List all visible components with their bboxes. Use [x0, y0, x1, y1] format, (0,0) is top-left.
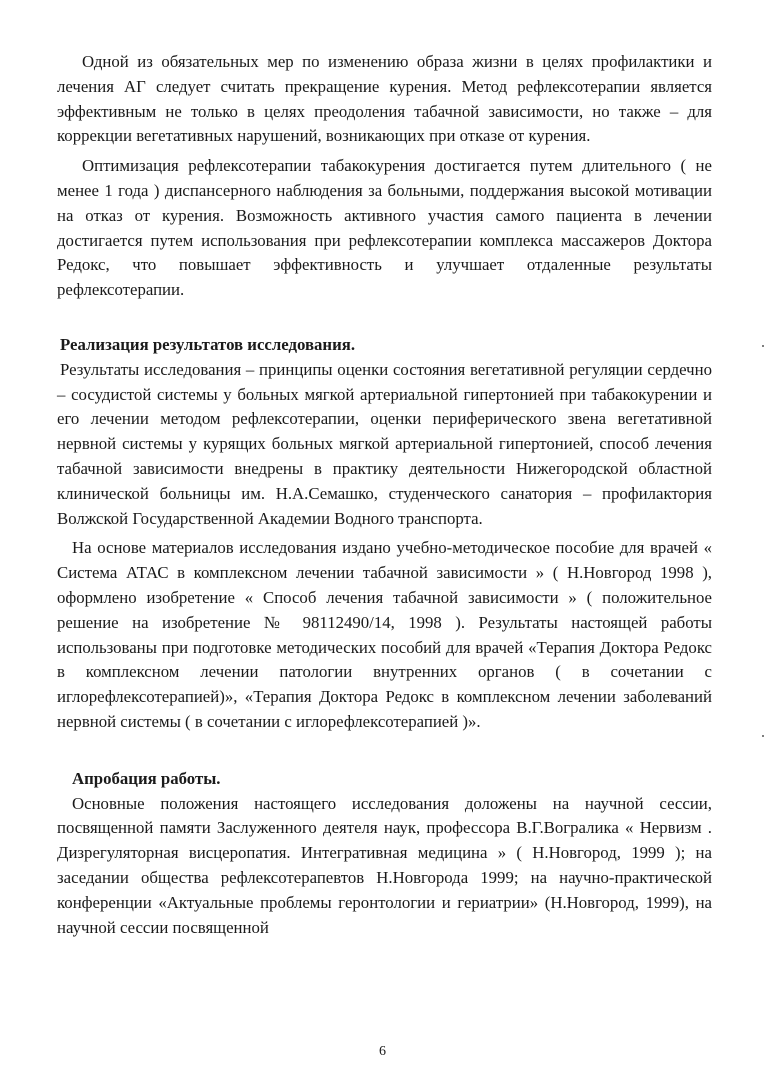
heading-implementation: Реализация результатов исследования. [60, 334, 356, 354]
paragraph-approbation: Основные положения настоящего исследования доложены на научной сессии, посвященной памяти Заслуженного деятеля наук, профессора В.Г.Вогралика « Нервизм . Дизрегуляторная висцеропатия. Интегративная медицина » ( Н.Новгород, 1999 ); на заседании общества рефлексотерапевтов Н.Новгорода 1999; на научно-практической конференции «Актуальные проблемы геронтологии и гериатрии» (Н.Новгород, 1999), на научной сессии посвященной [57, 793, 712, 937]
paragraph-reflexotherapy-optimization: Оптимизация рефлексотерапии табакокурения достигается путем длительного ( не менее 1 года ) диспансерного наблюдения за больными, поддержания высокой мотивации на отказ от курения. Возможность активного участия самого пациента в лечении достигается путем использования при рефлексотерапии комплекса массажеров Доктора Редокс, что повышает эффективность и улучшает отдаленные результаты рефлексотерапии. [57, 156, 712, 300]
document-page [57, 50, 712, 940]
paragraph-implementation: Результаты исследования – принципы оценки состояния вегетативной регуляции сердечно – сосудистой системы у больных мягкой артериальной гипертонией при табакокурении и его лечении методом рефлексотерапии, оценки периферического звена вегетативной нервной системы у курящих больных мягкой артериальной гипертонией, способ лечения табачной зависимости внедрены в практику деятельности Нижегородской областной клинической больницы им. Н.А.Семашко, студенческого санатория – профилактория Волжской Государственной Академии Водного транспорта. [57, 359, 712, 528]
paragraph-smoking-cessation: Одной из обязательных мер по изменению образа жизни в целях профилактики и лечения АГ следует считать прекращение курения. Метод рефлексотерапии является эффективным не только в целях преодоления табачной зависимости, но также – для коррекции вегетативных нарушений, возникающих при отказе от курения. [57, 52, 712, 146]
paragraph-publications: На основе материалов исследования издано учебно-методическое пособие для врачей « Система АТАС в комплексном лечении табачной зависимости » ( Н.Новгород 1998 ), оформлено изобретение « Способ лечения табачной зависимости » ( положительное решение на изобретение № 98112490/14, 1998 ). Результаты настоящей работы использованы при подготовке методических пособий для врачей «Терапия Доктора Редокс в комплексном лечении патологии внутренних органов ( в сочетании с иглорефлексотерапией)», «Терапия Доктора Редокс в комплексном лечении заболеваний нервной системы ( в сочетании с иглорефлексотерапией )». [57, 538, 712, 731]
page-number: 6 [379, 1044, 386, 1059]
heading-approbation: Апробация работы. [72, 768, 221, 788]
scan-speck [762, 345, 764, 347]
scan-speck [762, 735, 764, 737]
